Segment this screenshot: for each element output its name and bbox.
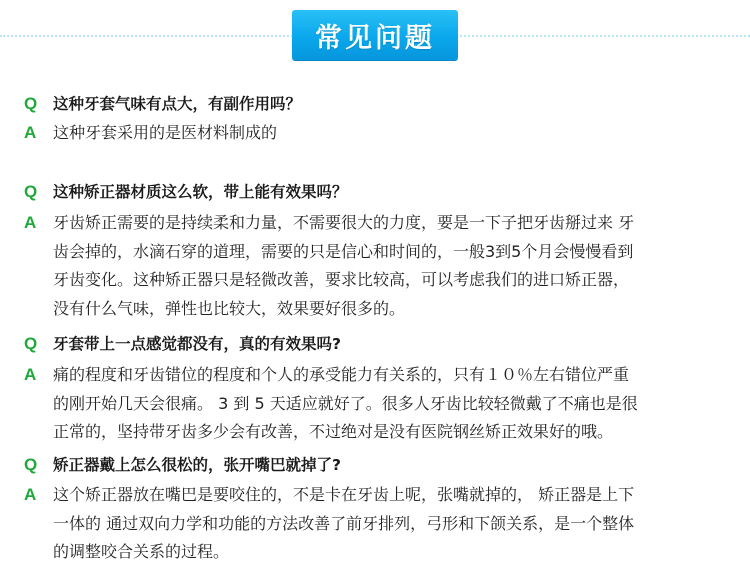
answer-line: 一体的 通过双向力学和功能的方法改善了前牙排列，弓形和下颌关系，是一个整体: [53, 513, 635, 533]
page-title: 常见问题: [315, 22, 435, 54]
answer-text: [53, 361, 728, 447]
answer-text: [53, 481, 728, 567]
answer-line: 正常的，坚持带牙齿多少会有改善，不过绝对是没有医院钢丝矫正效果好的哦。: [53, 422, 614, 441]
answer-line: 牙齿变化。这种矫正器只是轻微改善，要求比较高，可以考虑我们的进口矫正器，: [53, 270, 630, 289]
question-text: 这种牙套气味有点大，有副作用吗？: [53, 95, 302, 113]
question-text: 矫正器戴上怎么很松的，张开嘴巴就掉了?: [53, 456, 341, 474]
answer-marker: A: [24, 213, 37, 232]
answer-line: 的调整咬合关系的过程。: [53, 542, 230, 561]
answer-text: [53, 119, 728, 148]
answer-text: [53, 209, 728, 323]
answer-marker: A: [24, 123, 37, 142]
question-marker: Q: [24, 455, 38, 474]
answer-line: 痛的程度和牙齿错位的程度和个人的承受能力有关系的，只有１０％左右错位严重: [53, 365, 630, 384]
answer-line: 没有什么气味，弹性也比较大，效果要好很多的。: [53, 298, 406, 318]
answer-marker: A: [24, 485, 37, 504]
answer-line: 的刚开始几天会很痛。 3 到 5 天适应就好了。很多人牙齿比较轻微戴了不痛也是很: [53, 393, 638, 413]
question-text: 这种矫正器材质这么软，带上能有效果吗？: [53, 183, 348, 201]
answer-line: 齿会掉的，水滴石穿的道理，需要的只是信心和时间的，一般3到5个月会慢慢看到: [53, 241, 634, 261]
answer-line: 这个矫正器放在嘴巴是要咬住的，不是卡在牙齿上呢，张嘴就掉的， 矫正器是上下: [53, 485, 635, 504]
answer-line: 这种牙套采用的是医材料制成的: [53, 123, 278, 142]
answer-marker: A: [24, 365, 37, 384]
question-marker: Q: [24, 334, 38, 353]
answer-line: 牙齿矫正需要的是持续柔和力量，不需要很大的力度，要是一下子把牙齿掰过来 牙: [53, 213, 635, 232]
question-marker: Q: [24, 94, 38, 113]
question-text: 牙套带上一点感觉都没有，真的有效果吗?: [53, 335, 341, 353]
question-marker: Q: [24, 182, 38, 201]
